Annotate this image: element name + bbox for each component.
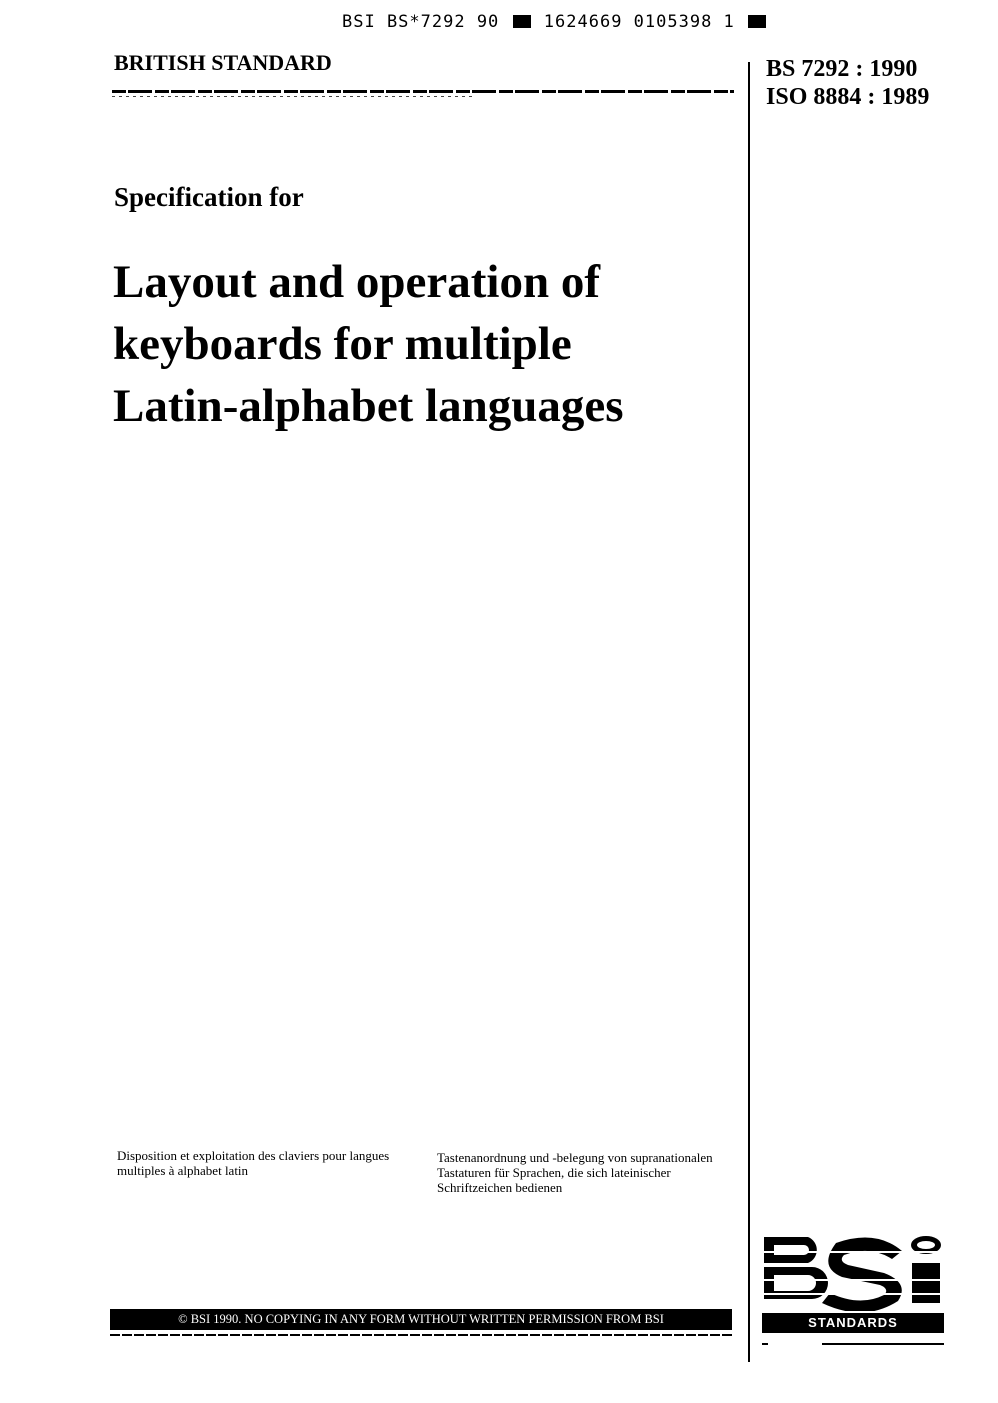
title-line-3: Latin-alphabet languages	[113, 380, 624, 432]
code-block-mark	[748, 15, 766, 28]
bsi-logo-icon	[762, 1233, 944, 1311]
code-block-mark	[513, 15, 531, 28]
french-title: Disposition et exploitation des claviers pour langues multiples à alphabet latin	[117, 1148, 390, 1178]
logo-rule	[762, 1343, 944, 1345]
vertical-rule	[748, 62, 750, 1362]
bs-number: BS 7292 : 1990	[766, 56, 918, 82]
document-type: BRITISH STANDARD	[114, 50, 332, 75]
title-line-2: keyboards for multiple	[113, 318, 572, 370]
spec-for-label: Specification for	[114, 182, 304, 212]
standards-label: STANDARDS	[762, 1313, 944, 1333]
iso-number: ISO 8884 : 1989	[766, 84, 930, 110]
german-title: Tastenanordnung und -belegung von supranationalen Tastaturen für Sprachen, die sich lateinischer Schriftzeichen bedienen	[437, 1150, 713, 1195]
top-rule	[112, 90, 734, 93]
standard-numbers	[766, 55, 929, 111]
document-code-suffix: 1624669 0105398 1	[543, 12, 735, 32]
document-code-prefix: BSI BS*7292 90	[342, 12, 500, 32]
top-rule-underline	[112, 96, 472, 97]
bottom-rule	[110, 1334, 732, 1336]
copyright-notice: © BSI 1990. NO COPYING IN ANY FORM WITHOUT WRITTEN PERMISSION FROM BSI	[110, 1309, 732, 1330]
title-line-1: Layout and operation of	[113, 256, 601, 308]
page-title	[113, 251, 743, 437]
document-code-line	[342, 12, 768, 32]
